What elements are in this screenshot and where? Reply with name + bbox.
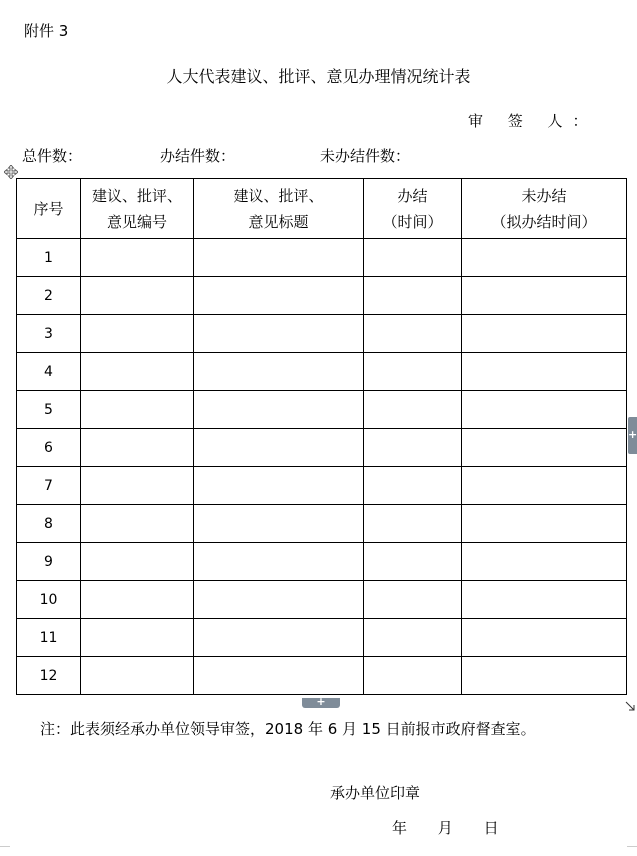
table-row: [17, 619, 627, 657]
table-row: [17, 429, 627, 467]
row-number: 7: [17, 467, 81, 505]
row-number: 8: [17, 505, 81, 543]
plus-icon: +: [316, 695, 326, 708]
pending-time-cell[interactable]: [462, 315, 627, 353]
done-time-cell[interactable]: [364, 315, 462, 353]
header-line: 建议、批评、: [91, 186, 182, 205]
pending-time-cell[interactable]: [462, 353, 627, 391]
header-line: 未办结: [521, 186, 567, 205]
title-cell[interactable]: [194, 657, 364, 695]
row-number: 3: [17, 315, 81, 353]
id-cell[interactable]: [81, 581, 194, 619]
statistics-table: [16, 178, 627, 695]
done-time-cell[interactable]: [364, 505, 462, 543]
id-cell[interactable]: [81, 467, 194, 505]
attachment-label: 附件 3: [24, 22, 69, 40]
id-cell[interactable]: [81, 543, 194, 581]
pending-time-cell[interactable]: [462, 391, 627, 429]
page-corner-mark: [627, 846, 637, 856]
done-count-label: 办结件数：: [160, 147, 236, 165]
table-row: [17, 277, 627, 315]
done-time-cell[interactable]: [364, 581, 462, 619]
table-body: [17, 239, 627, 695]
table-row: [17, 391, 627, 429]
done-time-cell[interactable]: [364, 239, 462, 277]
table-row: [17, 315, 627, 353]
table-row: [17, 543, 627, 581]
done-time-cell[interactable]: [364, 277, 462, 315]
table-row: [17, 581, 627, 619]
date-month: 月: [437, 819, 455, 837]
row-number: 6: [17, 429, 81, 467]
total-count-label: 总件数：: [22, 147, 83, 165]
table-header-row: [17, 179, 627, 239]
header-done: [364, 179, 462, 239]
row-number: 1: [17, 239, 81, 277]
title-cell[interactable]: [194, 239, 364, 277]
reviewer-label: 审 签 人：: [468, 112, 598, 130]
done-time-cell[interactable]: [364, 619, 462, 657]
pending-time-cell[interactable]: [462, 581, 627, 619]
date-line: [392, 817, 523, 838]
id-cell[interactable]: [81, 619, 194, 657]
title-cell[interactable]: [194, 505, 364, 543]
id-cell[interactable]: [81, 657, 194, 695]
insert-row-button[interactable]: [302, 695, 340, 708]
pending-time-cell[interactable]: [462, 543, 627, 581]
pending-time-cell[interactable]: [462, 467, 627, 505]
id-cell[interactable]: [81, 239, 194, 277]
table-row: [17, 505, 627, 543]
row-number: 11: [17, 619, 81, 657]
pending-time-cell[interactable]: [462, 619, 627, 657]
header-line: 建议、批评、: [233, 186, 324, 205]
row-number: 10: [17, 581, 81, 619]
table-row: [17, 239, 627, 277]
header-line: 序号: [33, 199, 64, 218]
header-title: [194, 179, 364, 239]
id-cell[interactable]: [81, 277, 194, 315]
header-id: [81, 179, 194, 239]
pending-time-cell[interactable]: [462, 239, 627, 277]
insert-column-button[interactable]: [628, 417, 637, 454]
done-time-cell[interactable]: [364, 657, 462, 695]
done-time-cell[interactable]: [364, 353, 462, 391]
document-title: 人大代表建议、批评、意见办理情况统计表: [166, 67, 471, 86]
title-cell[interactable]: [194, 543, 364, 581]
header-line: （拟办结时间）: [491, 212, 597, 231]
done-time-cell[interactable]: [364, 467, 462, 505]
pending-time-cell[interactable]: [462, 277, 627, 315]
id-cell[interactable]: [81, 353, 194, 391]
title-cell[interactable]: [194, 353, 364, 391]
title-cell[interactable]: [194, 277, 364, 315]
date-day: 日: [483, 819, 501, 837]
row-number: 5: [17, 391, 81, 429]
date-year: 年: [392, 819, 410, 837]
plus-icon: +: [628, 428, 637, 441]
table-row: [17, 353, 627, 391]
move-icon[interactable]: [4, 165, 18, 179]
seal-label: 承办单位印章: [330, 784, 421, 802]
page-corner-mark: [0, 846, 10, 856]
header-line: 意见标题: [248, 212, 309, 231]
title-cell[interactable]: [194, 619, 364, 657]
header-line: （时间）: [382, 212, 443, 231]
row-number: 12: [17, 657, 81, 695]
pending-count-label: 未办结件数：: [320, 147, 411, 165]
header-line: 办结: [397, 186, 428, 205]
header-seq: [17, 179, 81, 239]
header-pending: [462, 179, 627, 239]
done-time-cell[interactable]: [364, 429, 462, 467]
footnote: 注：此表须经承办单位领导审签，2018 年 6 月 15 日前报市政府督查室。: [40, 720, 536, 738]
pending-time-cell[interactable]: [462, 657, 627, 695]
title-cell[interactable]: [194, 581, 364, 619]
resize-icon[interactable]: [625, 697, 635, 707]
row-number: 9: [17, 543, 81, 581]
id-cell[interactable]: [81, 391, 194, 429]
header-line: 意见编号: [106, 212, 167, 231]
done-time-cell[interactable]: [364, 391, 462, 429]
row-number: 4: [17, 353, 81, 391]
id-cell[interactable]: [81, 429, 194, 467]
table-row: [17, 467, 627, 505]
row-number: 2: [17, 277, 81, 315]
id-cell[interactable]: [81, 505, 194, 543]
title-cell[interactable]: [194, 429, 364, 467]
done-time-cell[interactable]: [364, 543, 462, 581]
title-cell[interactable]: [194, 391, 364, 429]
title-cell[interactable]: [194, 467, 364, 505]
table-row: [17, 657, 627, 695]
pending-time-cell[interactable]: [462, 505, 627, 543]
id-cell[interactable]: [81, 315, 194, 353]
pending-time-cell[interactable]: [462, 429, 627, 467]
title-cell[interactable]: [194, 315, 364, 353]
